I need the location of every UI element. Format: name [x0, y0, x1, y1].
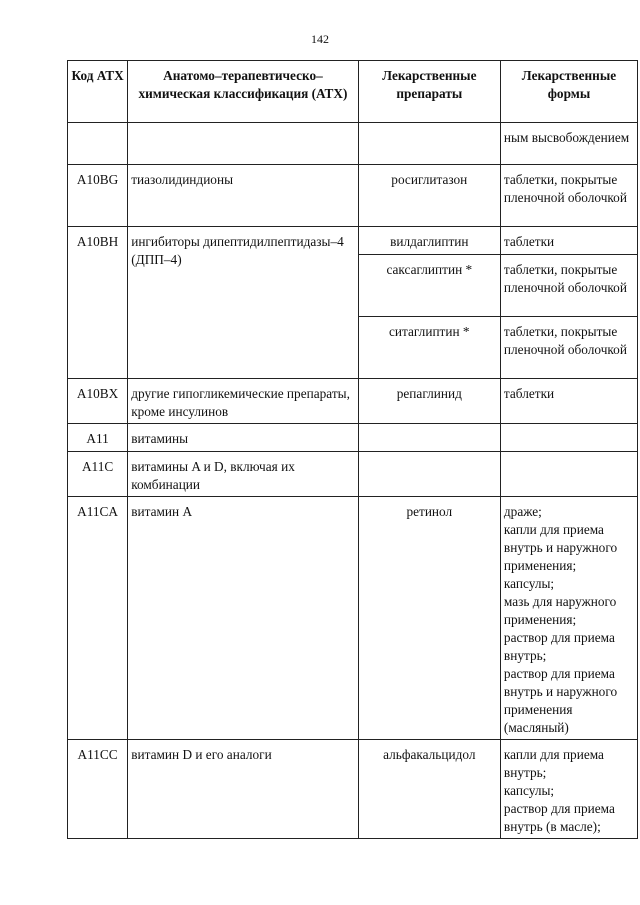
- table-header-row: [68, 61, 638, 123]
- code-cell: A10BH: [68, 227, 128, 379]
- forms-cell: [500, 497, 637, 740]
- forms-cell: [500, 424, 637, 452]
- drug-cell: альфакальцидол: [358, 740, 500, 839]
- form-item: раствор для приема внутрь и наружного применения (масляный): [503, 666, 618, 735]
- table-row: [68, 740, 638, 839]
- drug-cell: [358, 424, 500, 452]
- forms-cell: таблетки, покрытые пленочной оболочкой: [500, 317, 637, 379]
- form-item: раствор для приема внутрь;: [503, 630, 615, 663]
- code-cell: [68, 123, 128, 165]
- drug-cell: [358, 123, 500, 165]
- form-item: драже;: [503, 504, 542, 519]
- classification-cell: [128, 123, 358, 165]
- code-cell: A10BX: [68, 379, 128, 424]
- form-item: раствор для приема внутрь (в масле);: [503, 801, 615, 834]
- header-code: Код АТХ: [68, 61, 128, 123]
- drug-cell: росиглитазон: [358, 165, 500, 227]
- code-cell: A11CC: [68, 740, 128, 839]
- code-cell: A11: [68, 424, 128, 452]
- header-drugs: Лекарственные препараты: [358, 61, 500, 123]
- table-row: [68, 123, 638, 165]
- atx-table: [67, 60, 638, 839]
- page-number: 142: [311, 32, 329, 46]
- code-cell: A11CA: [68, 497, 128, 740]
- form-item: капсулы;: [503, 576, 555, 591]
- drug-cell: [358, 452, 500, 497]
- table-row: [68, 165, 638, 227]
- forms-cell: таблетки, покрытые пленочной оболочкой: [500, 255, 637, 317]
- code-cell: A11C: [68, 452, 128, 497]
- form-item: мазь для наружного применения;: [503, 594, 617, 627]
- table-row: [68, 452, 638, 497]
- forms-cell: таблетки: [500, 227, 637, 255]
- classification-cell: тиазолидиндионы: [128, 165, 358, 227]
- form-item: капли для приема внутрь и наружного применения;: [503, 522, 618, 573]
- drug-cell: саксаглиптин *: [358, 255, 500, 317]
- classification-cell: витамины: [128, 424, 358, 452]
- drug-cell: репаглинид: [358, 379, 500, 424]
- table-row: [68, 379, 638, 424]
- classification-cell: витамин D и его аналоги: [128, 740, 358, 839]
- table-row: [68, 227, 638, 255]
- forms-cell: ным высвобождением: [500, 123, 637, 165]
- drug-cell: ситаглиптин *: [358, 317, 500, 379]
- drug-cell: вилдаглиптин: [358, 227, 500, 255]
- classification-cell: ингибиторы дипептидилпептидазы–4 (ДПП–4): [128, 227, 358, 379]
- drug-cell: ретинол: [358, 497, 500, 740]
- forms-cell: [500, 740, 637, 839]
- table-row: [68, 424, 638, 452]
- forms-cell: таблетки: [500, 379, 637, 424]
- table-row: [68, 497, 638, 740]
- classification-cell: витамины A и D, включая их комбинации: [128, 452, 358, 497]
- header-classification: Анатомо–терапевтическо–химическая классификация (АТХ): [128, 61, 358, 123]
- form-item: капсулы;: [503, 783, 555, 798]
- form-item: капли для приема внутрь;: [503, 747, 604, 780]
- code-cell: A10BG: [68, 165, 128, 227]
- forms-cell: таблетки, покрытые пленочной оболочкой: [500, 165, 637, 227]
- forms-cell: [500, 452, 637, 497]
- classification-cell: другие гипогликемические препараты, кроме инсулинов: [128, 379, 358, 424]
- header-forms: Лекарственные формы: [500, 61, 637, 123]
- classification-cell: витамин A: [128, 497, 358, 740]
